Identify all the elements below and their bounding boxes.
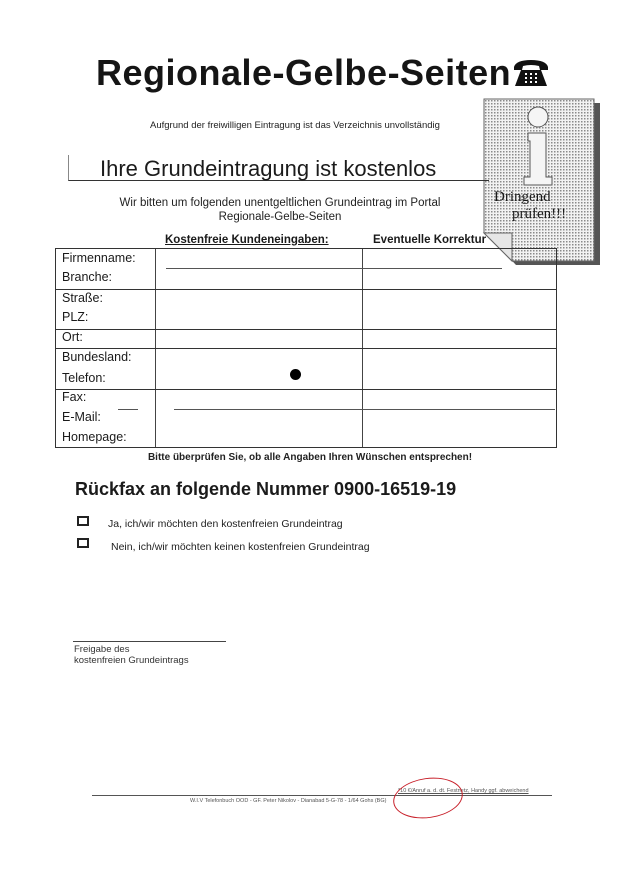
input-ort[interactable]: [156, 330, 362, 348]
urgent-line-1: Dringend: [494, 189, 551, 205]
directory-note: Aufgrund der freiwilligen Eintragung ist das Verzeichnis unvollständig: [150, 120, 440, 131]
section-heading: Ihre Grundeintragung ist kostenlos: [100, 156, 437, 181]
input-bundesland-telefon[interactable]: [156, 349, 362, 389]
field-label-homepage: Homepage:: [62, 430, 127, 444]
document-title: Regionale-Gelbe-Seiten: [96, 52, 512, 93]
footer-divider: [92, 795, 552, 796]
field-label-ort: Ort:: [62, 330, 83, 344]
correction-firmenname-branche[interactable]: [363, 249, 556, 289]
footer-cost-note: *10 €/Anruf a. d. dt. Festnetz, Handy ggf. abweichend: [398, 788, 529, 794]
input-firmenname-branche[interactable]: [156, 249, 362, 289]
urgent-info-badge: [482, 97, 602, 267]
correction-bundesland-telefon[interactable]: [363, 349, 556, 389]
correction-strasse-plz[interactable]: [363, 290, 556, 329]
fax-number-heading: Rückfax an folgende Nummer 0900-16519-19: [75, 479, 457, 499]
info-icon: [482, 97, 602, 267]
correction-fax-email-homepage[interactable]: [363, 390, 556, 447]
field-label-bundesland: Bundesland:: [62, 350, 132, 364]
field-label-strasse: Straße:: [62, 291, 103, 305]
option-no-label: Nein, ich/wir möchten keinen kostenfreien Grundeintrag: [111, 541, 370, 553]
urgent-line-2: prüfen!!!: [512, 206, 567, 222]
field-label-plz: PLZ:: [62, 310, 89, 324]
input-strasse-plz[interactable]: [156, 290, 362, 329]
input-underline: [118, 409, 138, 410]
field-label-firmenname: Firmenname:: [62, 251, 136, 265]
footer-company-info: W.I.V Telefonbuch OOD - GF. Peter Nikolov - Dianabad 5-G-78 - 1/64 Gohs (BG): [190, 798, 387, 804]
signature-line[interactable]: [73, 641, 226, 642]
intro-line-1: Wir bitten um folgenden unentgeltlichen Grundeintrag im Portal: [119, 197, 441, 209]
signature-label-line-1: Freigabe des: [74, 644, 130, 655]
field-label-telefon: Telefon:: [62, 371, 106, 385]
field-label-email: E-Mail:: [62, 410, 101, 424]
field-label-fax: Fax:: [62, 390, 87, 404]
column-header-customer-input: Kostenfreie Kundeneingaben:: [165, 234, 329, 246]
field-label-branche: Branche:: [62, 270, 113, 284]
punch-dot: [290, 369, 301, 380]
signature-label-line-2: kostenfreien Grundeintrags: [74, 655, 189, 666]
intro-text: [90, 196, 470, 224]
signature-label: [74, 644, 189, 666]
verification-note: Bitte überprüfen Sie, ob alle Angaben Ihren Wünschen entsprechen!: [147, 452, 473, 463]
option-yes-label: Ja, ich/wir möchten den kostenfreien Grundeintrag: [108, 518, 343, 530]
correction-ort[interactable]: [363, 330, 556, 348]
input-fax-email-homepage[interactable]: [156, 390, 362, 447]
checkbox-yes[interactable]: [77, 516, 89, 526]
intro-line-2: Regionale-Gelbe-Seiten: [218, 211, 342, 223]
red-highlight-circle: [391, 773, 466, 822]
telephone-icon: [512, 58, 550, 88]
checkbox-no[interactable]: [77, 538, 89, 548]
form-table: [55, 248, 557, 448]
column-header-correction: Eventuelle Korrektur: [373, 234, 487, 246]
